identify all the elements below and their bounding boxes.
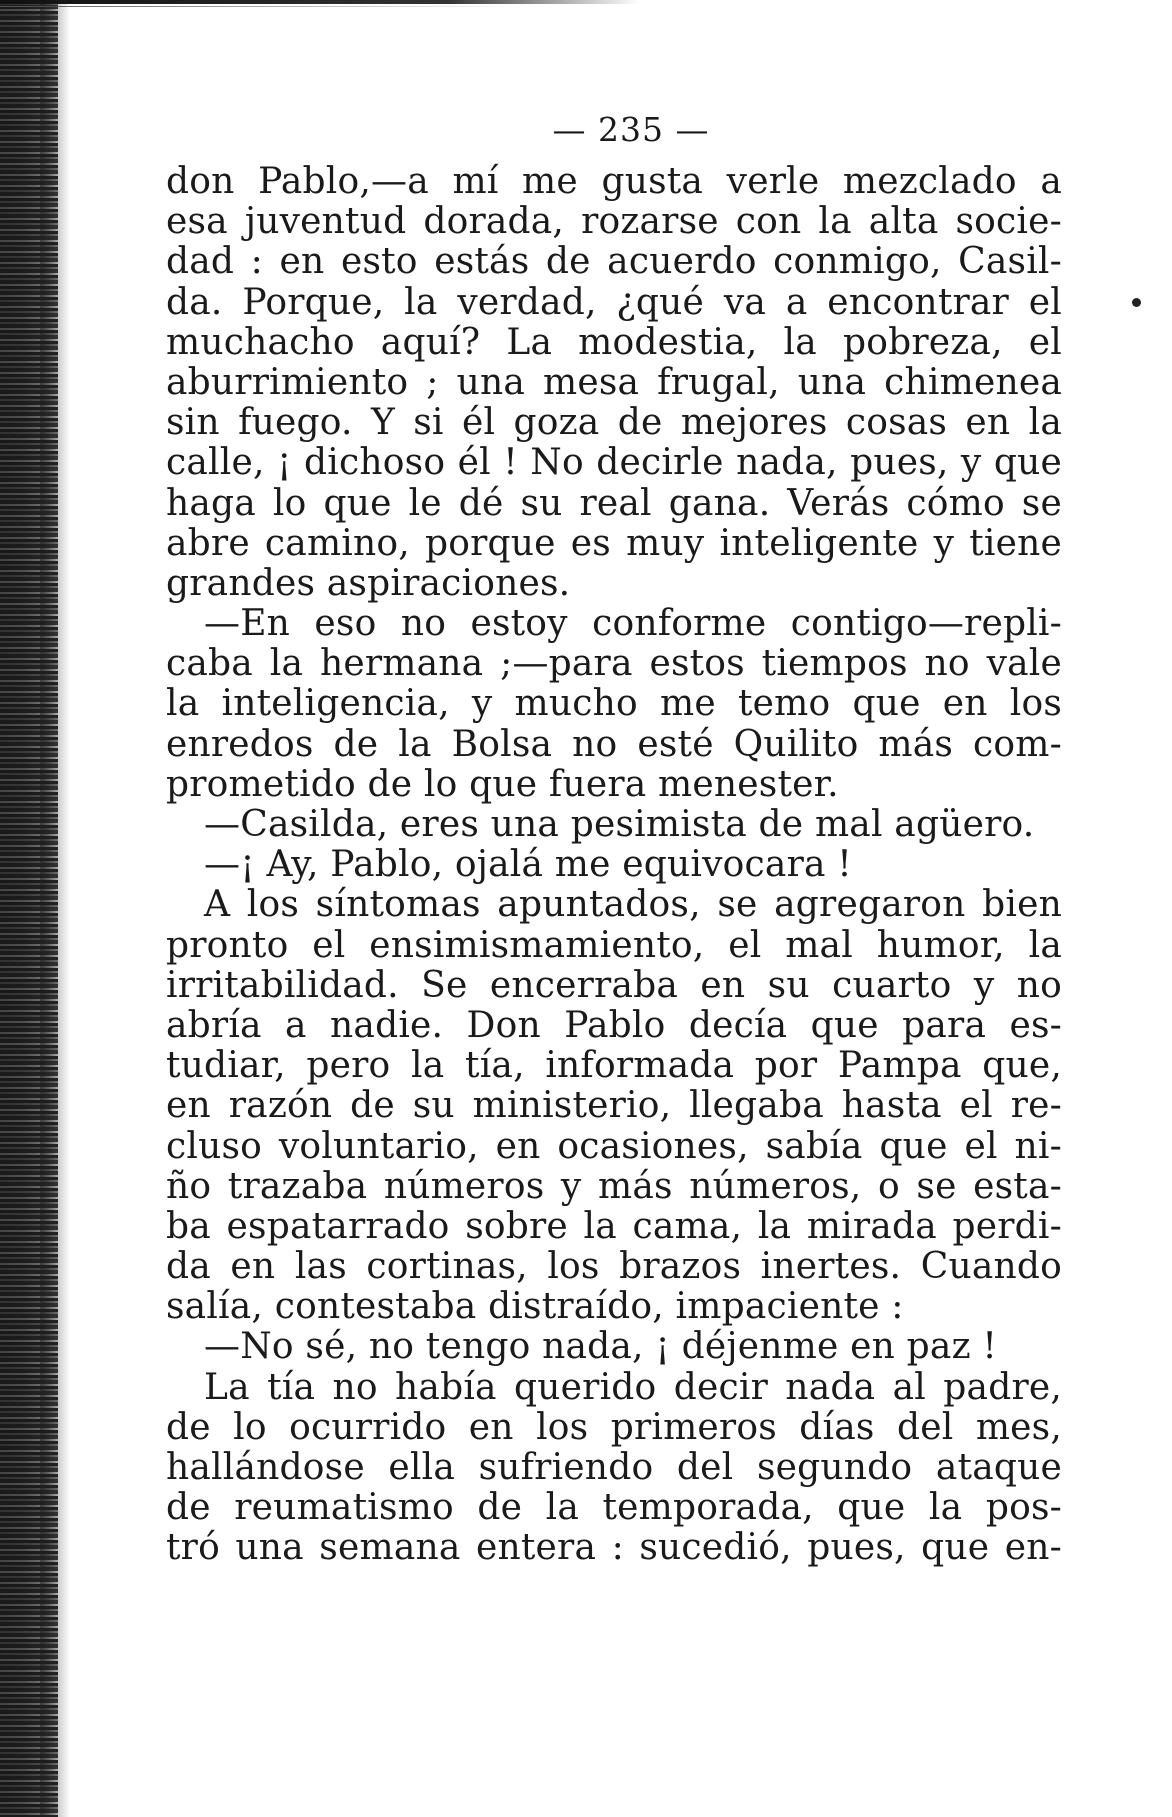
text-line: irritabilidad. Se encerraba en su cuarto y no <box>166 964 1062 1006</box>
top-edge-rule-thin <box>0 6 520 7</box>
text-line: grandes aspiraciones. <box>166 562 571 604</box>
text-line: haga lo que le dé su real gana. Verás cómo se <box>166 482 1062 524</box>
text-line: muchacho aquí? La modestia, la pobreza, el <box>166 321 1062 363</box>
text-line: A los síntomas apuntados, se agregaron bien <box>204 884 1062 926</box>
text-line: —¡ Ay, Pablo, ojalá me equivocara ! <box>204 844 852 886</box>
text-line: don Pablo,—a mí me gusta verle mezclado a <box>166 161 1062 202</box>
text-line: prometido de lo que fuera menester. <box>166 763 839 805</box>
text-line: calle, ¡ dichoso él ! No decirle nada, pues, y que <box>166 442 1062 484</box>
text-line: —No sé, no tengo nada, ¡ déjenme en paz ! <box>204 1326 998 1368</box>
text-line: abría a nadie. Don Pablo decía que para es- <box>166 1004 1062 1046</box>
text-line: de reumatismo de la temporada, que la pos- <box>166 1487 1062 1529</box>
page-number: — 235 — <box>552 110 710 149</box>
text-line: tró una semana entera : sucedió, pues, que en- <box>166 1527 1062 1569</box>
text-line: tudiar, pero la tía, informada por Pampa que, <box>166 1045 1062 1087</box>
text-line: La tía no había querido decir nada al padre, <box>204 1366 1062 1408</box>
text-line: esa juventud dorada, rozarse con la alta socie- <box>166 201 1062 243</box>
text-line: hallándose ella sufriendo del segundo ataque <box>166 1447 1062 1488</box>
text-line: sin fuego. Y si él goza de mejores cosas en la <box>166 402 1062 444</box>
text-line: ba espatarrado sobre la cama, la mirada perdi- <box>166 1205 1062 1247</box>
text-line: —Casilda, eres una pesimista de mal agüero. <box>204 804 1035 845</box>
top-edge-rule <box>0 0 640 4</box>
text-line: da. Porque, la verdad, ¿qué va a encontrar el <box>166 281 1062 323</box>
text-line: enredos de la Bolsa no esté Quilito más com- <box>166 723 1062 765</box>
text-line: de lo ocurrido en los primeros días del mes, <box>166 1406 1062 1448</box>
body-text <box>166 162 1062 1569</box>
text-line: dad : en esto estás de acuerdo conmigo, Casil- <box>166 241 1062 283</box>
text-line: pronto el ensimismamiento, el mal humor, la <box>166 924 1062 966</box>
text-line: —En eso no estoy conforme contigo—repli- <box>204 603 1062 645</box>
text-line: caba la hermana ;—para estos tiempos no vale <box>166 643 1062 685</box>
text-line: abre camino, porque es muy inteligente y tiene <box>166 522 1062 564</box>
text-line: ño trazaba números y más números, o se esta- <box>166 1165 1062 1207</box>
ink-speck <box>1132 298 1141 307</box>
text-line: da en las cortinas, los brazos inertes. Cuando <box>166 1246 1062 1288</box>
text-line: la inteligencia, y mucho me temo que en los <box>166 683 1062 725</box>
binding-shadow <box>40 0 70 1817</box>
text-line: aburrimiento ; una mesa frugal, una chimenea <box>166 361 1062 403</box>
text-line: cluso voluntario, en ocasiones, sabía que el ni- <box>166 1125 1062 1167</box>
text-line: salía, contestaba distraído, impaciente : <box>166 1286 904 1328</box>
text-line: en razón de su ministerio, llegaba hasta el re- <box>166 1085 1062 1127</box>
